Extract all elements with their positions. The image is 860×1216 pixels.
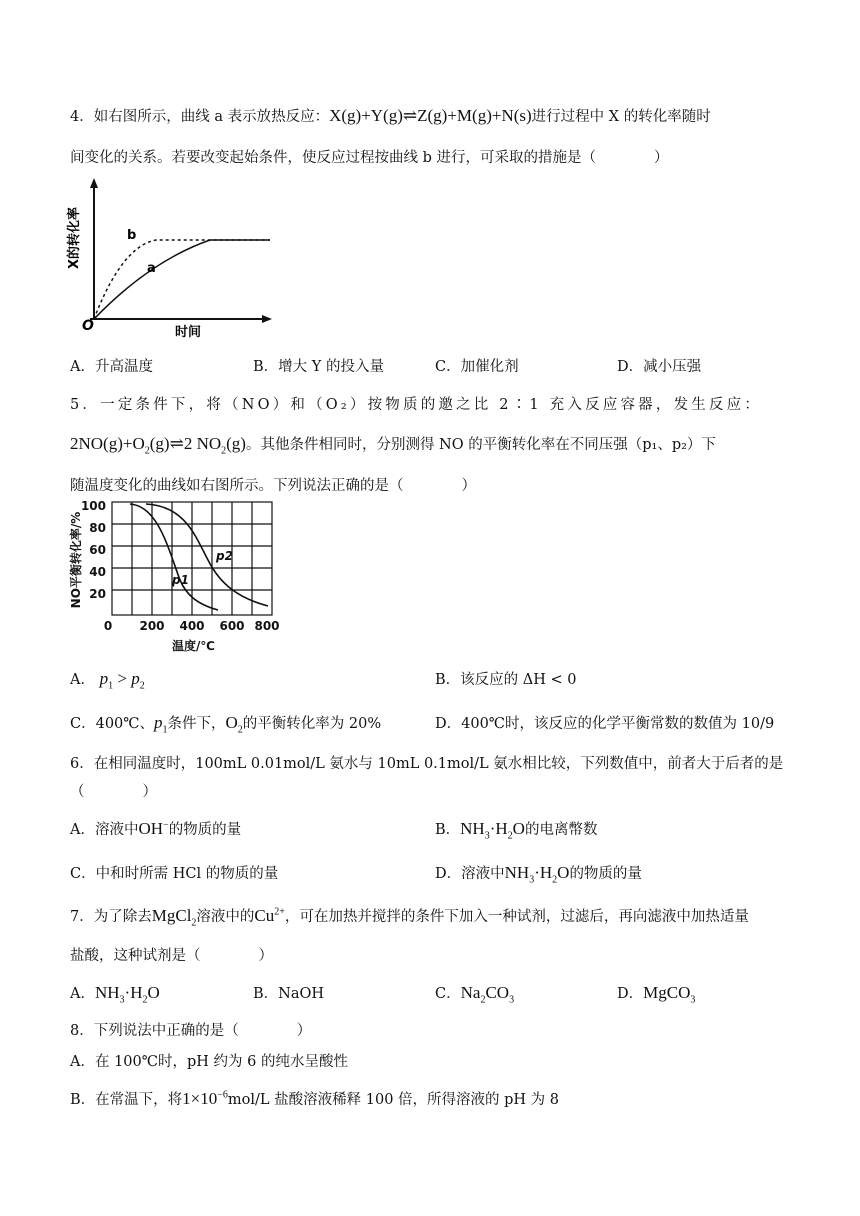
q4-line1-tail: 进行过程中 X 的转化率随时 bbox=[531, 109, 711, 125]
q5-line2-tail: 。其他条件相同时，分别测得 NO 的平衡转化率在不同压强（p₁、p₂）下 bbox=[245, 437, 716, 453]
q4-label-b: b bbox=[127, 228, 137, 243]
q7-line2: 盐酸，这种试剂是（ ） bbox=[70, 948, 273, 964]
q4-intro: 4．如右图所示，曲线 a 表示放热反应： bbox=[70, 109, 330, 125]
q7-option-a[interactable]: A．$NH_3\cdot H_2O$ bbox=[70, 983, 160, 1006]
q7-option-c-formula: $Na_2CO_3$ bbox=[460, 983, 515, 1006]
q4-option-c[interactable]: C．加催化剂 bbox=[435, 359, 519, 375]
q6-option-d-tail: 的物质的量 bbox=[569, 866, 642, 882]
q7-mgcl2: MgCl$_2$ bbox=[151, 906, 197, 929]
q4-origin: O bbox=[82, 318, 94, 334]
q6-option-b-tail: 的电离幣数 bbox=[524, 822, 598, 838]
q5-ytick: 40 bbox=[89, 565, 106, 579]
q4-ylabel: X的转化率 bbox=[67, 206, 82, 270]
q7-option-d[interactable]: D．MgCO$_3$ bbox=[617, 983, 696, 1006]
q5-equation: $2NO(g)+O_2(g)\rightleftharpoons 2$ $NO_2(g)$ bbox=[70, 434, 246, 457]
q5-xlabel: 温度/℃ bbox=[172, 639, 215, 653]
q5-ytick: 100 bbox=[80, 499, 106, 513]
q7-option-a-formula: $NH_3\cdot H_2O$ bbox=[94, 983, 160, 1006]
q5-xtick: 400 bbox=[179, 619, 205, 633]
q5-option-c-mid: 条件下， bbox=[167, 716, 226, 732]
q5-option-a[interactable] bbox=[70, 668, 145, 692]
q7-line1 bbox=[70, 905, 749, 929]
q7-mid: 溶液中的 bbox=[196, 909, 255, 925]
q5-label-p1: p1 bbox=[172, 573, 189, 587]
q5-chart bbox=[68, 498, 288, 656]
q5-option-d[interactable]: D．400℃时，该反应的化学平衡常数的数值为 10/9 bbox=[435, 716, 775, 732]
q5-ytick: 80 bbox=[89, 521, 106, 535]
q5-xtick: 0 bbox=[103, 619, 113, 633]
q6-option-a-formula: OH− bbox=[138, 819, 169, 838]
q4-option-b[interactable]: B．增大 Y 的投入量 bbox=[253, 359, 384, 375]
q4-line1 bbox=[70, 105, 711, 126]
q5-xtick: 200 bbox=[139, 619, 165, 633]
q8-option-a[interactable]: A．在 100℃时，pH 约为 6 的纯水呈酸性 bbox=[70, 1054, 348, 1070]
q6-line1: 6．在相同温度时，100mL 0.01mol/L 氨水与 10mL 0.1mol/L 氨水相比较，下列数值中，前者大于后者的是 bbox=[70, 756, 784, 772]
q5-option-c-o2: $O_2$ bbox=[225, 713, 243, 736]
q5-line1: 5．一定条件下，将（NO）和（O₂）按物质的邀之比 2∶1 充入反应容器，发生反应： bbox=[70, 397, 763, 413]
q5-xtick: 800 bbox=[254, 619, 280, 633]
q4-label-a: a bbox=[147, 261, 156, 276]
q6-option-a[interactable] bbox=[70, 818, 241, 839]
q7-cu2: $Cu^{2+}$ bbox=[254, 906, 285, 925]
q4-curve-a bbox=[94, 240, 270, 319]
q4-option-d[interactable]: D．减小压强 bbox=[617, 359, 702, 375]
q8-option-b-prefix: B．在常温下，将 bbox=[70, 1092, 183, 1108]
q5-label-p2: p2 bbox=[216, 549, 233, 563]
q8-option-b-tail: mol/L 盐酸溶液稀释 100 倍，所得溶液的 pH 为 8 bbox=[227, 1092, 560, 1108]
q5-xtick: 600 bbox=[219, 619, 245, 633]
q7-option-c[interactable]: C．$Na_2CO_3$ bbox=[435, 983, 515, 1006]
q5-option-a-prefix: A． bbox=[70, 672, 95, 688]
q4-graph bbox=[67, 176, 280, 341]
q8-line1: 8．下列说法中正确的是（ ） bbox=[70, 1023, 312, 1039]
q5-option-c-p1: $p_1$ bbox=[154, 713, 168, 736]
q4-xlabel: 时间 bbox=[175, 325, 202, 340]
q4-y-arrow bbox=[90, 178, 98, 188]
q6-option-c[interactable]: C．中和时所需 HCl 的物质的量 bbox=[70, 866, 279, 882]
q5-line2 bbox=[70, 433, 716, 457]
q5-option-a-formula: $p_1 > p_2$ bbox=[99, 669, 145, 692]
q8-option-b-formula: $1\times 10^{-6}$ bbox=[182, 1089, 228, 1108]
q7-prefix: 7．为了除去 bbox=[70, 909, 152, 925]
q4-x-arrow bbox=[262, 315, 272, 323]
q5-option-c-tail: 的平衡转化率为 20% bbox=[242, 716, 382, 732]
q6-option-b-prefix: B． bbox=[435, 822, 461, 838]
q5-ytick: 60 bbox=[89, 543, 106, 557]
q5-curve-p2 bbox=[146, 504, 268, 606]
q6-option-b-formula: $NH_3\cdot H_2O$ bbox=[460, 819, 525, 842]
q5-line3: 随温度变化的曲线如右图所示。下列说法正确的是（ ） bbox=[70, 478, 476, 494]
q4-option-a[interactable]: A．升高温度 bbox=[70, 359, 153, 375]
q5-ylabel: NO平衡转化率/% bbox=[69, 511, 83, 609]
q5-option-b[interactable]: B．该反应的 ΔH < 0 bbox=[435, 672, 577, 688]
q6-line2: （ ） bbox=[70, 784, 157, 800]
q8-option-b[interactable] bbox=[70, 1088, 559, 1109]
q5-option-c-prefix: C．400℃、 bbox=[70, 716, 154, 732]
q5-curve-p1 bbox=[130, 504, 218, 610]
q6-option-d-formula: $NH_3\cdot H_2O$ bbox=[504, 863, 570, 886]
q7-option-d-formula: MgCO$_3$ bbox=[643, 983, 696, 1006]
q4-line2: 间变化的关系。若要改变起始条件，使反应过程按曲线 b 进行，可采取的措施是（ ） bbox=[70, 150, 669, 166]
q6-option-d[interactable] bbox=[435, 862, 642, 886]
q6-option-a-tail: 的物质的量 bbox=[168, 822, 242, 838]
q6-option-a-prefix: A．溶液中 bbox=[70, 822, 139, 838]
q5-ytick: 20 bbox=[89, 587, 106, 601]
q7-option-b[interactable]: B．NaOH bbox=[253, 986, 325, 1002]
q7-tail: ，可在加热并搅拌的条件下加入一种试剂，过滤后，再向滤液中加热适量 bbox=[284, 909, 749, 925]
q5-option-c[interactable] bbox=[70, 712, 382, 736]
q4-equation: X(g)+Y(g)⇌Z(g)+M(g)+N(s) bbox=[329, 106, 532, 125]
q6-option-b[interactable] bbox=[435, 818, 598, 842]
q6-option-d-prefix: D．溶液中 bbox=[435, 866, 505, 882]
